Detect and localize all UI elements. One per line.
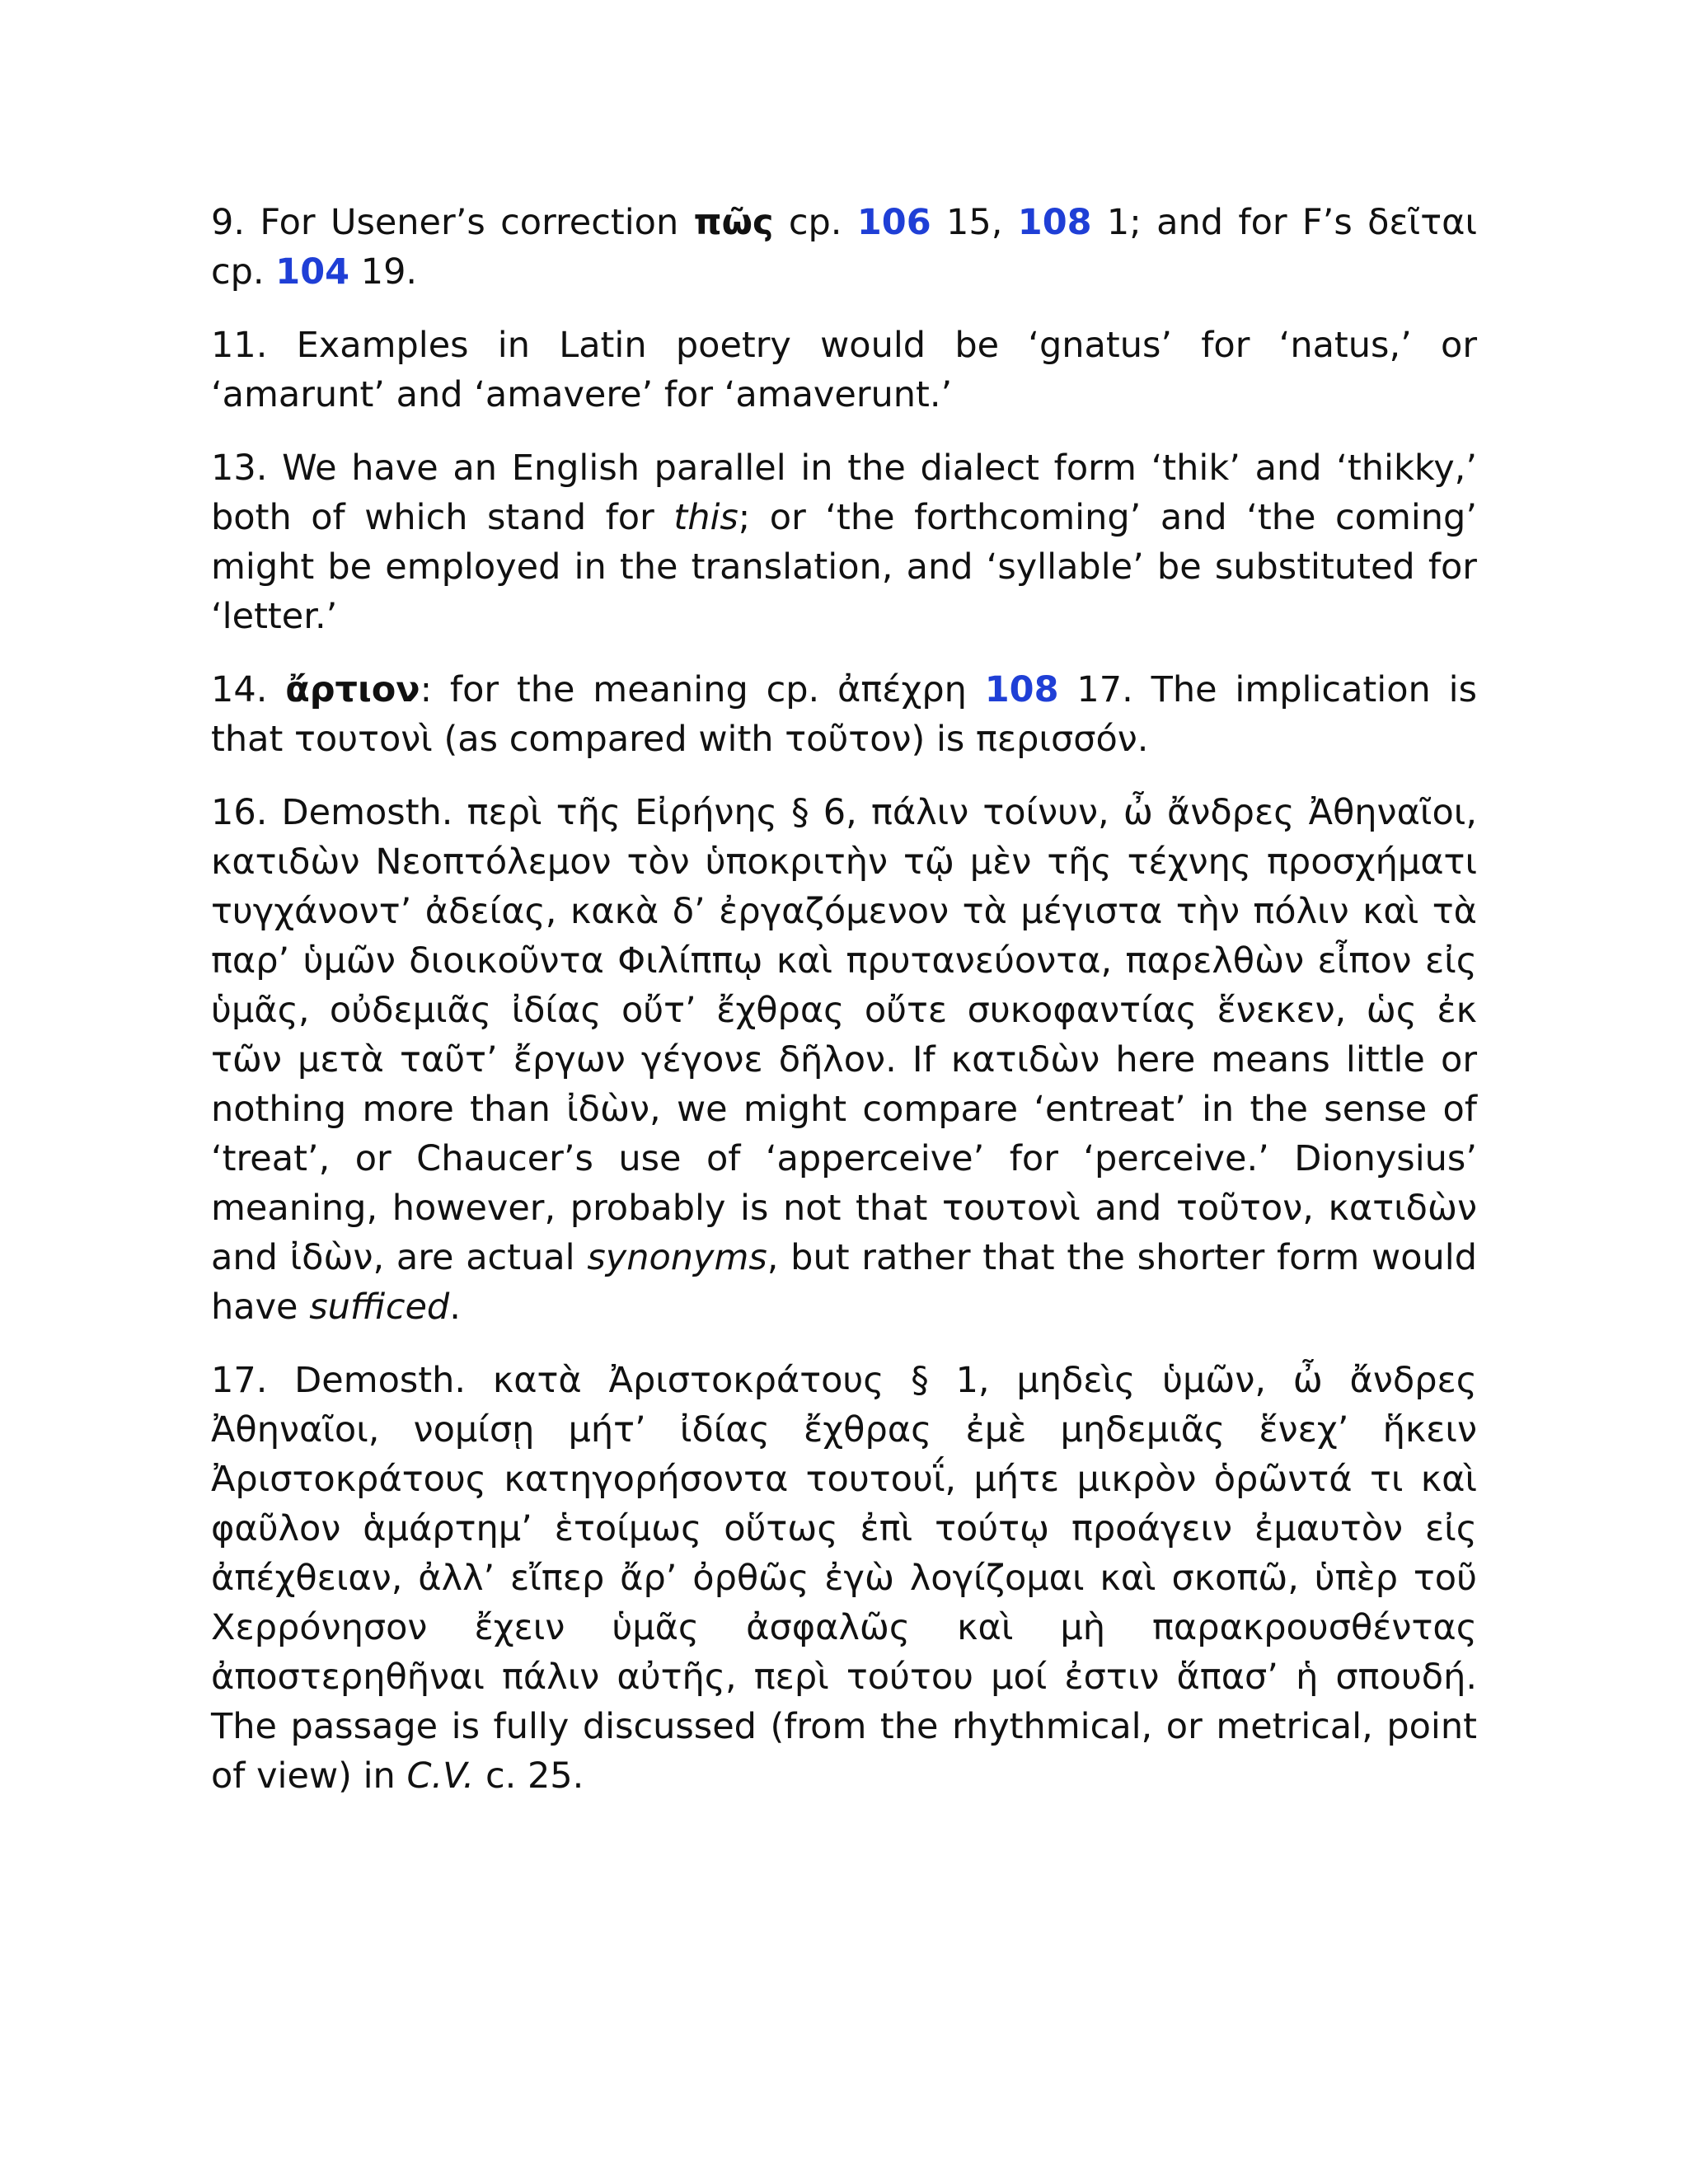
note-line-14 bbox=[211, 665, 1477, 764]
note-line-16 bbox=[211, 788, 1477, 1332]
note-text: 9. For Usener’s correction bbox=[211, 202, 694, 243]
note-line-17 bbox=[211, 1356, 1477, 1801]
note-text: ; or ‘the forthcoming’ and ‘the coming’ might be employed in the translation, and ‘syllable’ be substituted for ‘letter.’ bbox=[211, 497, 1478, 637]
note-text: 15, bbox=[931, 202, 1018, 243]
note-text: 11. Examples in Latin poetry would be ‘gnatus’ for ‘natus,’ or ‘amarunt’ and ‘amavere’ for ‘amaverunt.’ bbox=[211, 325, 1477, 415]
note-text: c. 25. bbox=[474, 1755, 584, 1797]
note-text: 16. Demosth. περὶ τῆς Εἰρήνης § 6, πάλιν τοίνυν, ὦ ἄνδρες Ἀθηναῖοι, κατιδὼν Νεοπτόλεμον τὸν ὑποκριτὴν τῷ μὲν τῆς τέχνης προσχήματι τυγχάνοντ’ ἀδείας, κακὰ δ’ ἐργαζόμενον τὰ μέγιστα τὴν πόλιν καὶ τὰ παρ’ ὑμῶν διοικοῦντα Φιλίππῳ καὶ πρυτανεύοντα, παρελθὼν εἶπον εἰς ὑμᾶς, οὐδεμιᾶς ἰδίας οὔτ’ ἔχθρας οὔτε συκοφαντίας ἕνεκεν, ὡς ἐκ τῶν μετὰ ταῦτ’ ἔργων γέγονε δῆλον. If κατιδὼν here means little or nothing more than ἰδὼν, we might compare ‘entreat’ in the sense of ‘treat’, or Chaucer’s use of ‘apperceive’ for ‘perceive.’ Dionysius’ meaning, however, probably is not that τουτονὶ and τοῦτον, κατιδὼν and ἰδὼν, are actual bbox=[211, 792, 1477, 1278]
note-italic: C.V. bbox=[406, 1755, 475, 1797]
note-italic: sufficed bbox=[309, 1286, 450, 1328]
page-reference-link[interactable]: 108 bbox=[1017, 202, 1092, 243]
note-lemma: πῶς bbox=[693, 202, 774, 243]
note-italic: this bbox=[673, 497, 738, 538]
note-text: 19. bbox=[349, 251, 418, 293]
note-text: : for the meaning cp. ἀπέχρη bbox=[420, 669, 985, 710]
note-line-13 bbox=[211, 443, 1477, 641]
note-text: , but rather that the shorter form would have bbox=[211, 1237, 1477, 1328]
note-line-9 bbox=[211, 198, 1477, 297]
page-reference-link[interactable]: 104 bbox=[275, 251, 350, 293]
page-reference-link[interactable]: 108 bbox=[984, 669, 1059, 710]
note-text: 17. The implication is that τουτονὶ (as compared with τοῦτον) is περισσόν. bbox=[211, 669, 1477, 760]
page-reference-link[interactable]: 106 bbox=[856, 202, 931, 243]
note-text: . bbox=[449, 1286, 461, 1328]
note-line-11 bbox=[211, 321, 1477, 419]
note-text: 14. bbox=[211, 669, 286, 710]
page-content bbox=[211, 198, 1477, 1825]
note-text: 13. We have an English parallel in the dialect form ‘thik’ and ‘thikky,’ both of which stand for bbox=[211, 448, 1477, 538]
note-italic: synonyms bbox=[587, 1237, 767, 1278]
note-lemma: ἄρτιον bbox=[285, 669, 420, 710]
note-text: cp. bbox=[773, 202, 857, 243]
note-text: 17. Demosth. κατὰ Ἀριστοκράτους § 1, μηδεὶς ὑμῶν, ὦ ἄνδρες Ἀθηναῖοι, νομίσῃ μήτ’ ἰδίας ἔχθρας ἐμὲ μηδεμιᾶς ἕνεχ’ ἥκειν Ἀριστοκράτους κατηγορήσοντα τουτουΐ, μήτε μικρὸν ὁρῶντά τι καὶ φαῦλον ἁμάρτημ’ ἑτοίμως οὕτως ἐπὶ τούτῳ προάγειν ἐμαυτὸν εἰς ἀπέχθειαν, ἀλλ’ εἴπερ ἄρ’ ὀρθῶς ἐγὼ λογίζομαι καὶ σκοπῶ, ὑπὲρ τοῦ Χερρόνησον ἔχειν ὑμᾶς ἀσφαλῶς καὶ μὴ παρακρουσθέντας ἀποστερηθῆναι πάλιν αὐτῆς, περὶ τούτου μοί ἐστιν ἅπασ’ ἡ σπουδή. The passage is fully discussed (from the rhythmical, or metrical, point of view) in bbox=[211, 1360, 1477, 1797]
note-text: 1; and for F’s δεῖται cp. bbox=[211, 202, 1477, 293]
